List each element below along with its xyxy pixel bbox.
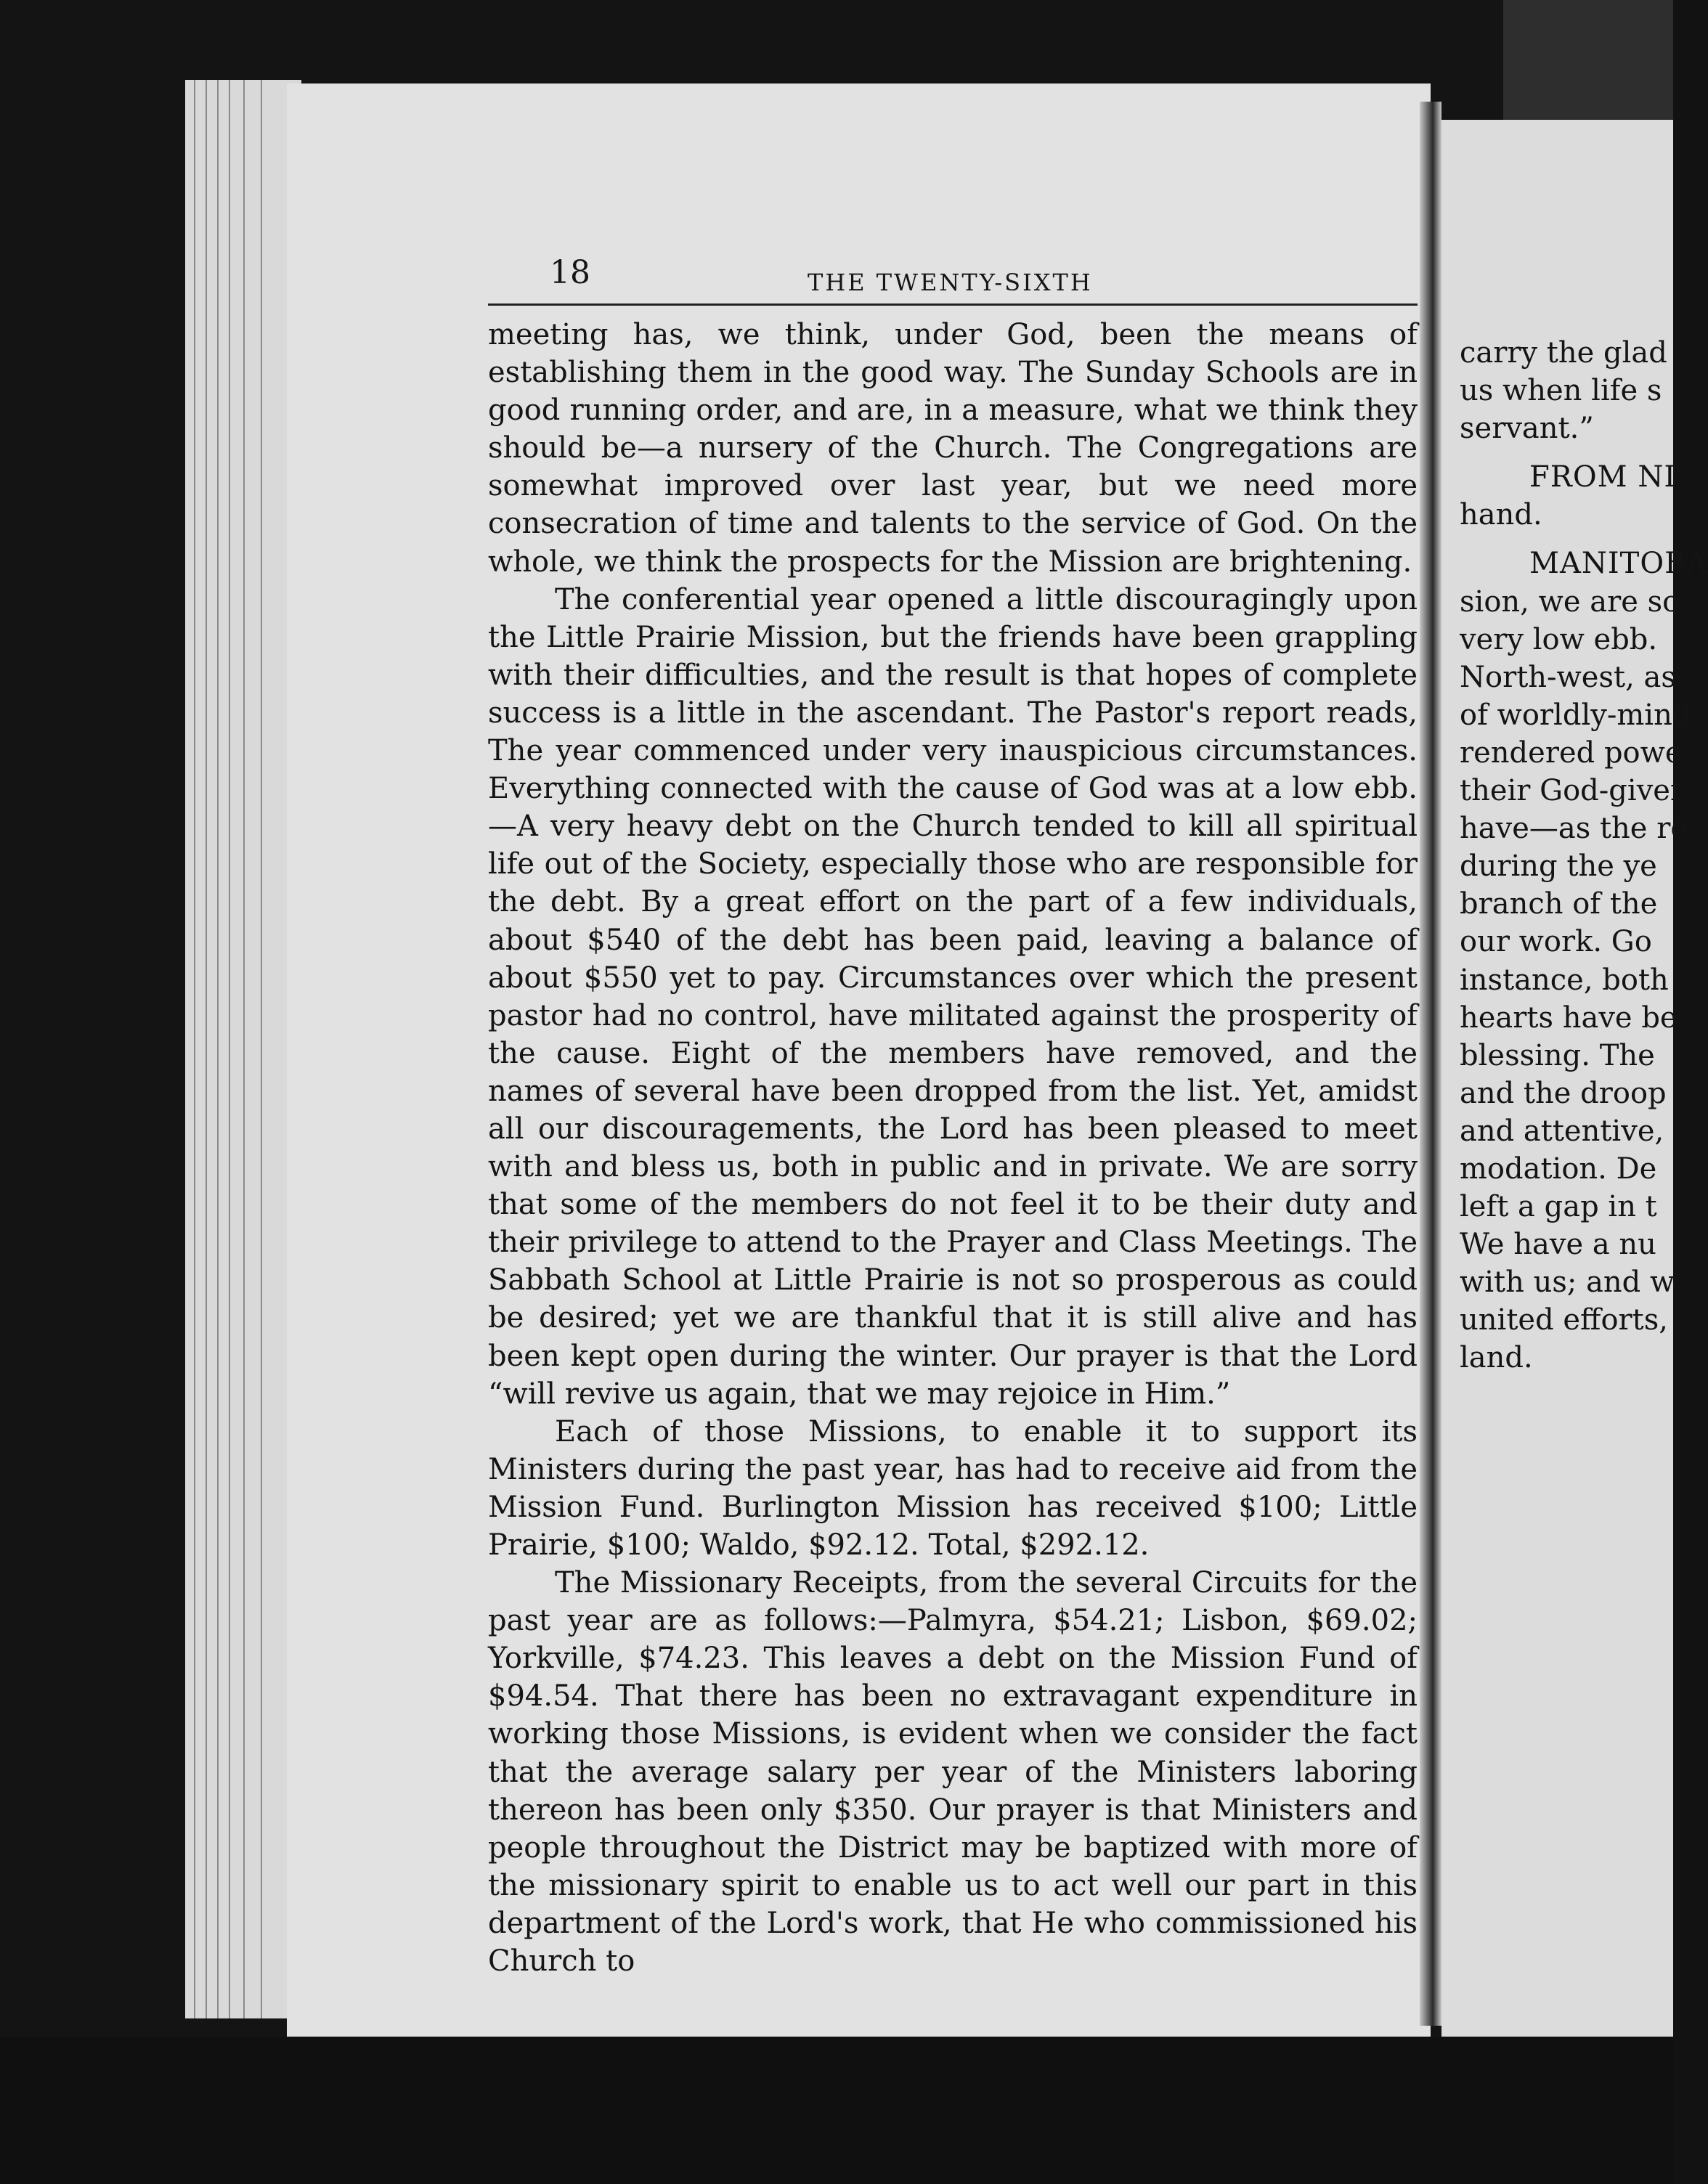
page-edge-line xyxy=(229,80,230,2018)
page-edge-line xyxy=(243,80,245,2018)
scan-bottom-margin xyxy=(0,2037,1673,2184)
page-edges-stack xyxy=(185,80,301,2018)
page-edge-line xyxy=(206,80,207,2018)
adjacent-text-line: We have a nu xyxy=(1460,1228,1656,1262)
adjacent-text-line: very low ebb. xyxy=(1460,622,1658,656)
adjacent-text-line: us when life s xyxy=(1460,374,1662,408)
adjacent-page-column xyxy=(1460,334,1708,1377)
header-rule xyxy=(488,303,1418,306)
adjacent-text-line: have—as the re xyxy=(1460,812,1688,846)
main-text-column xyxy=(488,316,1418,1980)
adjacent-text-line: their God-giver xyxy=(1460,774,1685,808)
book-gutter xyxy=(1420,102,1441,2026)
adjacent-text-line: FROM NI xyxy=(1529,460,1677,494)
page-edge-line xyxy=(261,80,262,2018)
adjacent-text-line: blessing. The xyxy=(1460,1038,1655,1072)
running-header xyxy=(488,254,1418,305)
page-edge-line xyxy=(217,80,219,2018)
adjacent-text-line: sion, we are so xyxy=(1460,584,1680,619)
adjacent-text-line: modation. De xyxy=(1460,1152,1657,1186)
adjacent-text-line: land. xyxy=(1460,1341,1533,1375)
adjacent-text-line: and the droop xyxy=(1460,1076,1667,1110)
adjacent-text-line: and attentive, xyxy=(1460,1114,1664,1148)
body-paragraph: The conferential year opened a little discouragingly upon the Little Prairie Mission, but the friends have been grappling with their difficulties, and the result is that hopes of complete success is a little in the ascendant. The Pastor's report reads, The year commenced under very inauspicious circumstances. Everything connected with the cause of God was at a low ebb.—A very heavy debt on the Church tended to kill all spiritual life out of the Society, especially those who are responsible for the debt. By a great effort on the part of a few individuals, about $540 of the debt has been paid, leaving a balance of about $550 yet to pay. Circumstances over which the present pastor had no control, have militated against the prosperity of the cause. Eight of the members have removed, and the names of several have been dropped from the list. Yet, amidst all our discouragements, the Lord has been pleased to meet with and bless us, both in public and in private. We are sorry that some of the members do not feel it to be their duty and their privilege to attend to the Prayer and Class Meetings. The Sabbath School at Little Prairie is not so prosperous as could be desired; yet we are thankful that it is still alive and has been kept open during the winter. Our prayer is that the Lord “will revive us again, that we may rejoice in Him.” xyxy=(488,582,1418,1411)
adjacent-text-line: our work. Go xyxy=(1460,925,1652,959)
adjacent-text-line: left a gap in t xyxy=(1460,1190,1657,1224)
adjacent-text-line: branch of the xyxy=(1460,887,1658,921)
adjacent-text-line: rendered powe xyxy=(1460,736,1683,770)
adjacent-text-line: during the ye xyxy=(1460,849,1657,884)
running-title: THE TWENTY-SIXTH xyxy=(808,269,1093,296)
adjacent-text-line: North-west, as xyxy=(1460,660,1676,694)
adjacent-text-line: of worldly-mind xyxy=(1460,698,1691,732)
body-paragraph: The Missionary Receipts, from the several Circuits for the past year are as follows:—Palmyra, $54.21; Lisbon, $69.02; Yorkville, $74.23. This leaves a debt on the Mission Fund of $94.54. That there has been no extravagant expenditure in working those Missions, is evident when we consider the fact that the average salary per year of the Ministers laboring thereon has been only $350. Our prayer is that Ministers and people throughout the District may be baptized with more of the missionary spirit to enable us to act well our part in this department of the Lord's work, that He who commissioned his Church to xyxy=(488,1566,1418,1979)
page-number: 18 xyxy=(550,254,590,291)
page-edge-line xyxy=(194,80,195,2018)
adjacent-text-line: hearts have be xyxy=(1460,1001,1678,1035)
adjacent-text-line: instance, both xyxy=(1460,963,1669,997)
adjacent-text-line: carry the glad xyxy=(1460,336,1667,370)
body-paragraph: meeting has, we think, under God, been the means of establishing them in the good way. The Sunday Schools are in good running order, and are, in a measure, what we think they should be—a nursery of the Church. The Congregations are somewhat improved over last year, but we need more consecration of time and talents to the service of God. On the whole, we think the prospects for the Mission are brightening. xyxy=(488,318,1418,579)
adjacent-text-line: servant.” xyxy=(1460,412,1594,446)
adjacent-text-line: with us; and w xyxy=(1460,1266,1675,1300)
adjacent-text-line: hand. xyxy=(1460,498,1542,532)
adjacent-text-line: united efforts, xyxy=(1460,1303,1668,1337)
body-paragraph: Each of those Missions, to enable it to support its Ministers during the past year, has had to receive aid from the Mission Fund. Burlington Mission has received $100; Little Prairie, $100; Waldo, $92.12. Total, $292.12. xyxy=(488,1414,1418,1562)
adjacent-text-line: MANITOBA xyxy=(1529,547,1708,581)
